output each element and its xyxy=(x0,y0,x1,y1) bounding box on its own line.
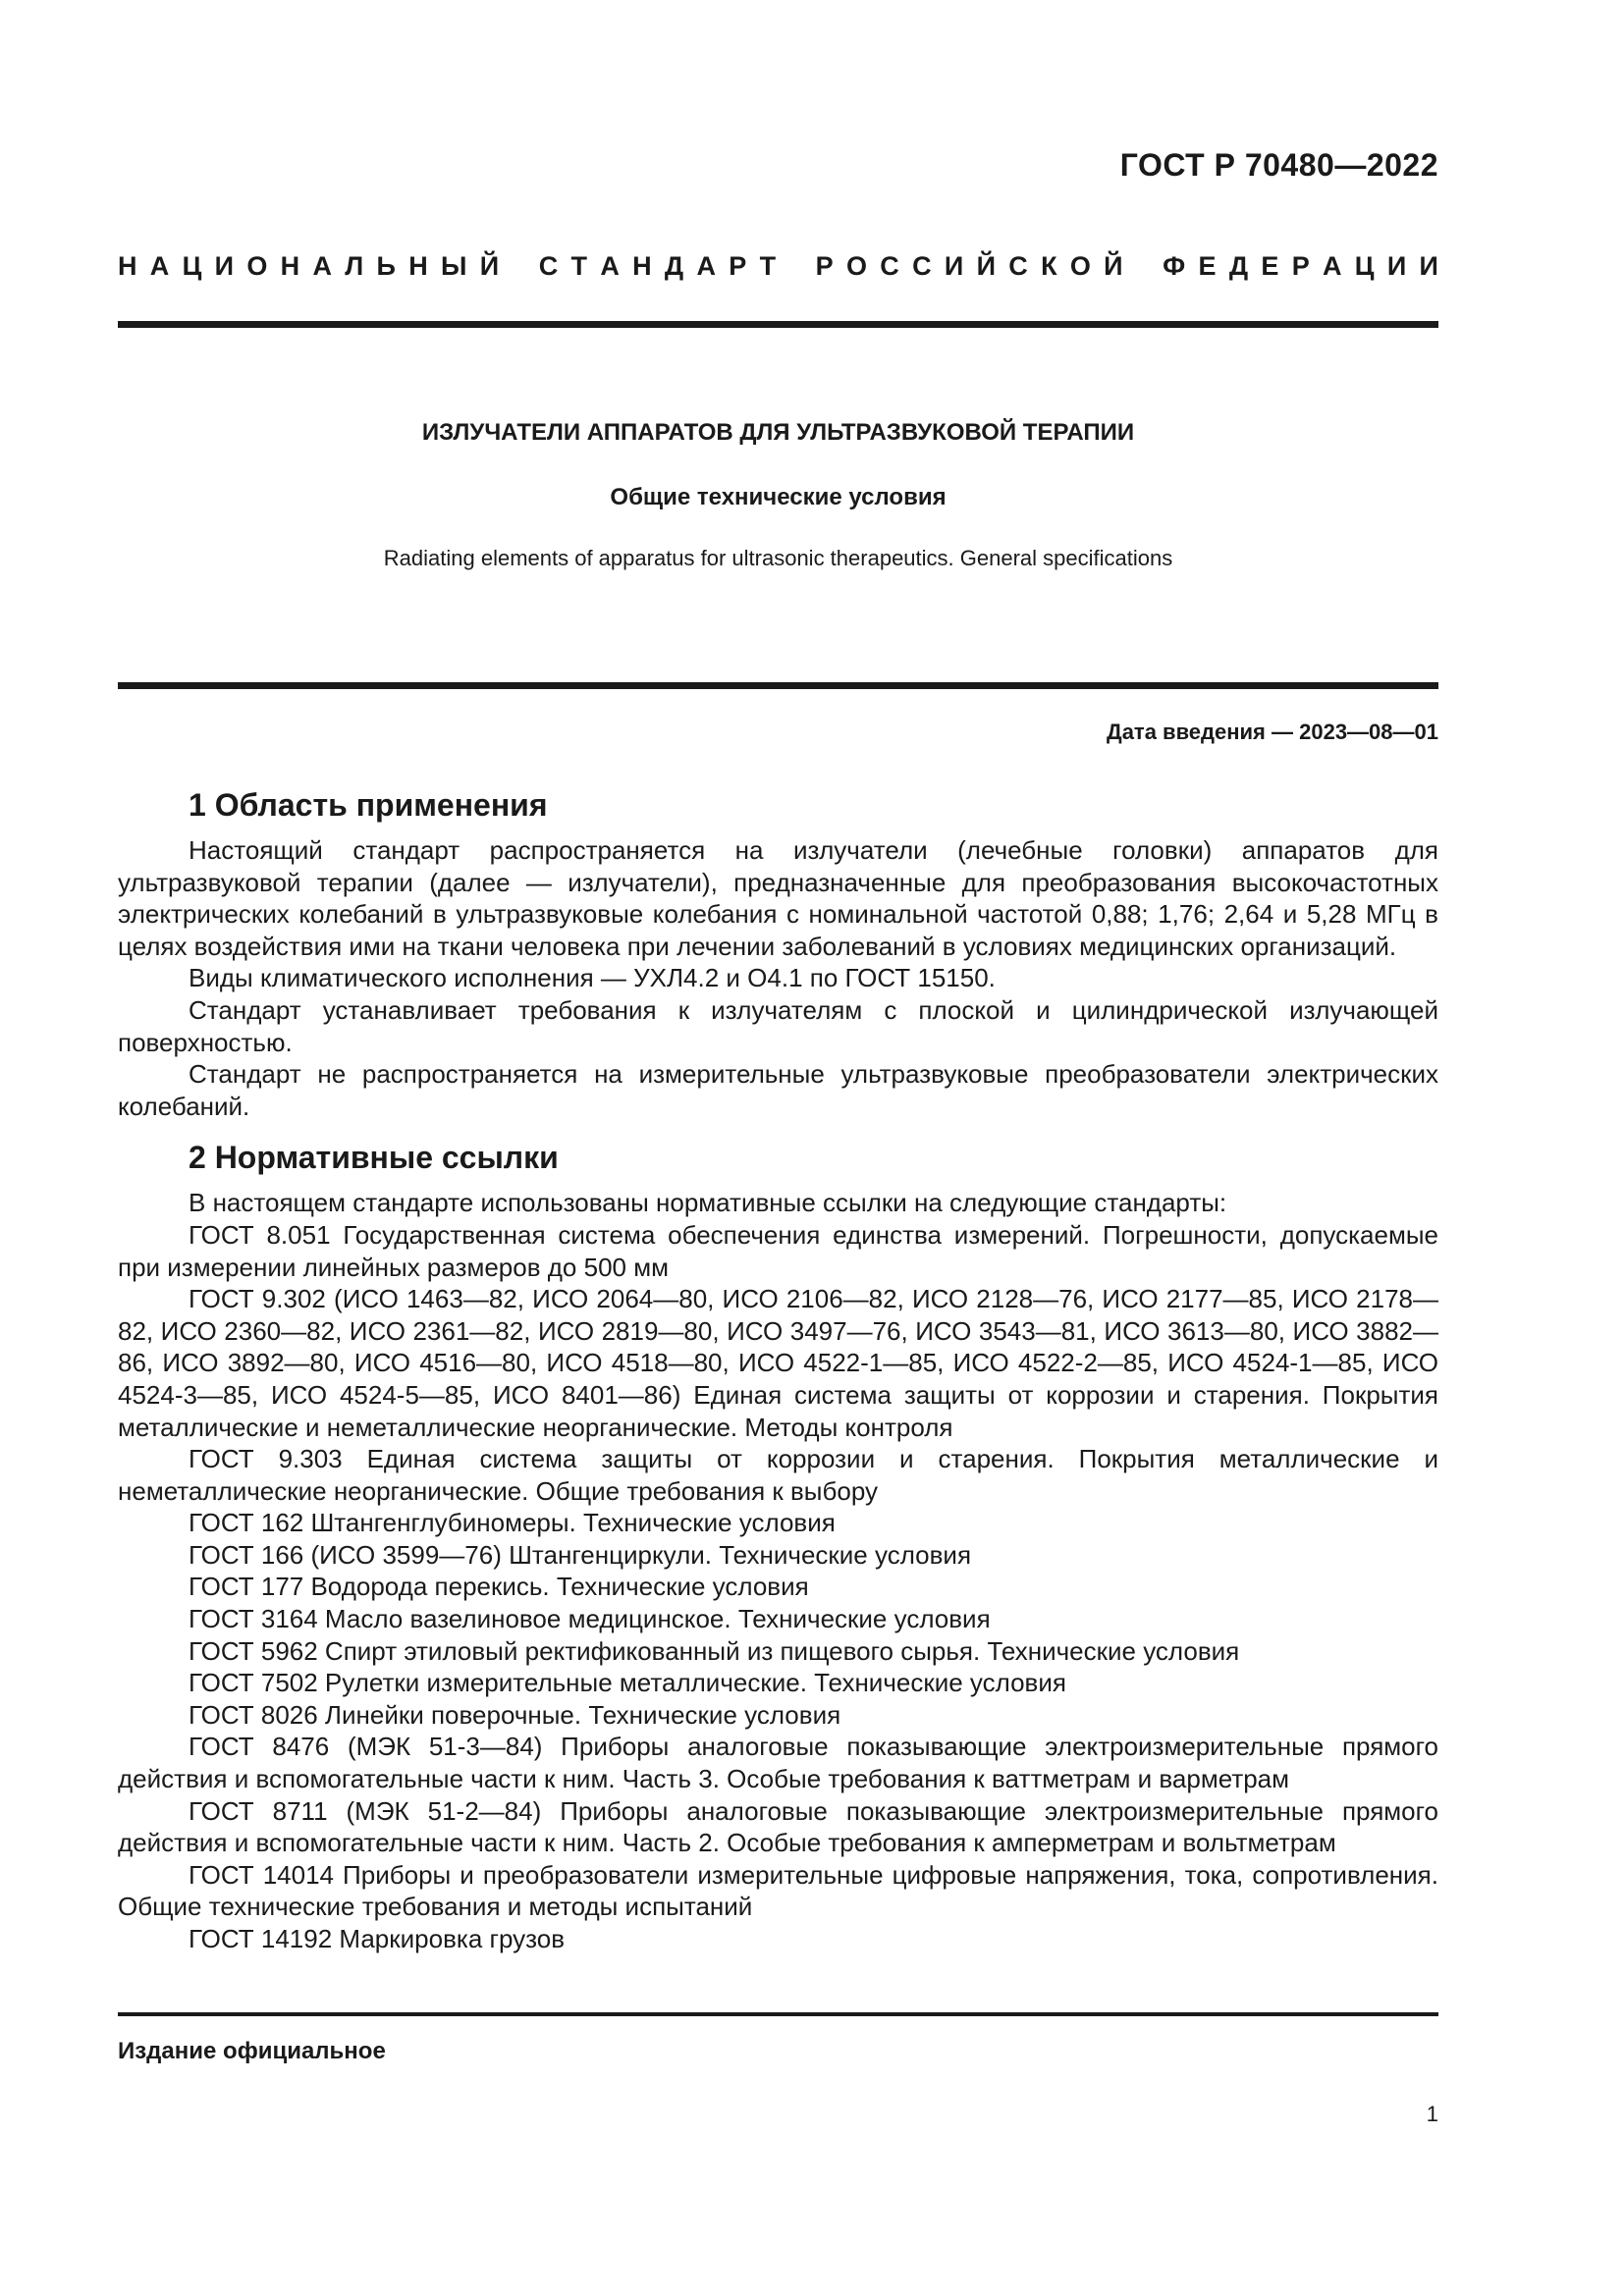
english-title: Radiating elements of apparatus for ultrasonic therapeutics. General specifications xyxy=(383,546,1173,570)
normative-reference: ГОСТ 8.051 Государственная система обеспечения единства измерений. Погрешности, допускаемые при измерении линейных размеров до 500 мм xyxy=(118,1219,1438,1282)
section-1-heading: 1 Область применения xyxy=(189,787,548,823)
normative-reference: ГОСТ 7502 Рулетки измерительные металлические. Технические условия xyxy=(189,1668,1066,1698)
section-1-paragraph: Настоящий стандарт распространяется на излучатели (лечебные головки) аппаратов для ультразвуковой терапии (далее — излучатели), предназначенные для преобразования высокочастотных электрических колебаний в ультразвуковые колебания с номинальной частотой 0,88; 1,76; 2,64 и 5,28 МГц в целях воздействия ими на ткани человека при лечении заболеваний в условиях медицинских организаций. xyxy=(118,835,1438,961)
middle-divider xyxy=(118,682,1438,689)
standard-type-heading: Н А Ц И О Н А Л Ь Н Ы Й С Т А Н Д А Р Т Р О С С И Й С К О Й Ф Е Д Е Р А Ц И И xyxy=(118,251,1438,281)
document-page xyxy=(118,0,1438,2296)
section-2-heading: 2 Нормативные ссылки xyxy=(189,1140,559,1176)
section-1-paragraph: Виды климатического исполнения — УХЛ4.2 и О4.1 по ГОСТ 15150. xyxy=(189,963,996,993)
official-edition-label: Издание официальное xyxy=(118,2038,386,2064)
page-number: 1 xyxy=(1426,2102,1438,2126)
section-1-paragraph: Стандарт не распространяется на измерительные ультразвуковые преобразователи электрических колебаний. xyxy=(118,1059,1438,1121)
document-title: ИЗЛУЧАТЕЛИ АППАРАТОВ ДЛЯ УЛЬТРАЗВУКОВОЙ ТЕРАПИИ xyxy=(421,419,1135,446)
normative-reference: ГОСТ 9.303 Единая система защиты от коррозии и старения. Покрытия металлические и неметаллические неорганические. Общие требования к выбору xyxy=(118,1444,1438,1506)
normative-reference: ГОСТ 8711 (МЭК 51-2—84) Приборы аналоговые показывающие электроизмерительные прямого действия и вспомогательные части к ним. Часть 2. Особые требования к амперметрам и вольтметрам xyxy=(118,1795,1438,1858)
section-2-intro: В настоящем стандарте использованы нормативные ссылки на следующие стандарты: xyxy=(189,1188,1227,1218)
bottom-divider xyxy=(118,2012,1438,2016)
normative-reference: ГОСТ 162 Штангенглубиномеры. Технические условия xyxy=(189,1508,836,1538)
normative-reference: ГОСТ 177 Водорода перекись. Технические условия xyxy=(189,1572,809,1602)
top-divider xyxy=(118,321,1438,328)
normative-reference: ГОСТ 5962 Спирт этиловый ректификованный из пищевого сырья. Технические условия xyxy=(189,1635,1240,1666)
normative-reference: ГОСТ 8026 Линейки поверочные. Технические условия xyxy=(189,1699,841,1730)
normative-reference: ГОСТ 14192 Маркировка грузов xyxy=(189,1924,566,1953)
document-number: ГОСТ Р 70480—2022 xyxy=(1119,147,1438,183)
normative-reference: ГОСТ 9.302 (ИСО 1463—82, ИСО 2064—80, ИСО 2106—82, ИСО 2128—76, ИСО 2177—85, ИСО 2178—82, ИСО 2360—82, ИСО 2361—82, ИСО 2819—80, ИСО 3497—76, ИСО 3543—81, ИСО 3613—80, ИСО 3882—86, ИСО 3892—80, ИСО 4516—80, ИСО 4518—80, ИСО 4522-1—85, ИСО 4522-2—85, ИСО 4524-1—85, ИСО 4524-3—85, ИСО 4524-5—85, ИСО 8401—86) Единая система защиты от коррозии и старения. Покрытия металлические и неметаллические неорганические. Методы контроля xyxy=(118,1284,1438,1442)
normative-reference: ГОСТ 14014 Приборы и преобразователи измерительные цифровые напряжения, тока, сопротивления. Общие технические требования и методы испытаний xyxy=(118,1859,1438,1922)
normative-reference: ГОСТ 8476 (МЭК 51-3—84) Приборы аналоговые показывающие электроизмерительные прямого действия и вспомогательные части к ним. Часть 3. Особые требования к ваттметрам и варметрам xyxy=(118,1732,1438,1794)
introduction-date: Дата введения — 2023—08—01 xyxy=(1107,720,1438,744)
normative-reference: ГОСТ 166 (ИСО 3599—76) Штангенциркули. Технические условия xyxy=(189,1539,972,1570)
document-body xyxy=(118,785,1438,1955)
section-1-paragraph: Стандарт устанавливает требования к излучателям с плоской и цилиндрической излучающей поверхностью. xyxy=(118,994,1438,1057)
document-subtitle: Общие технические условия xyxy=(610,484,947,510)
normative-reference: ГОСТ 3164 Масло вазелиновое медицинское. Технические условия xyxy=(189,1604,991,1634)
